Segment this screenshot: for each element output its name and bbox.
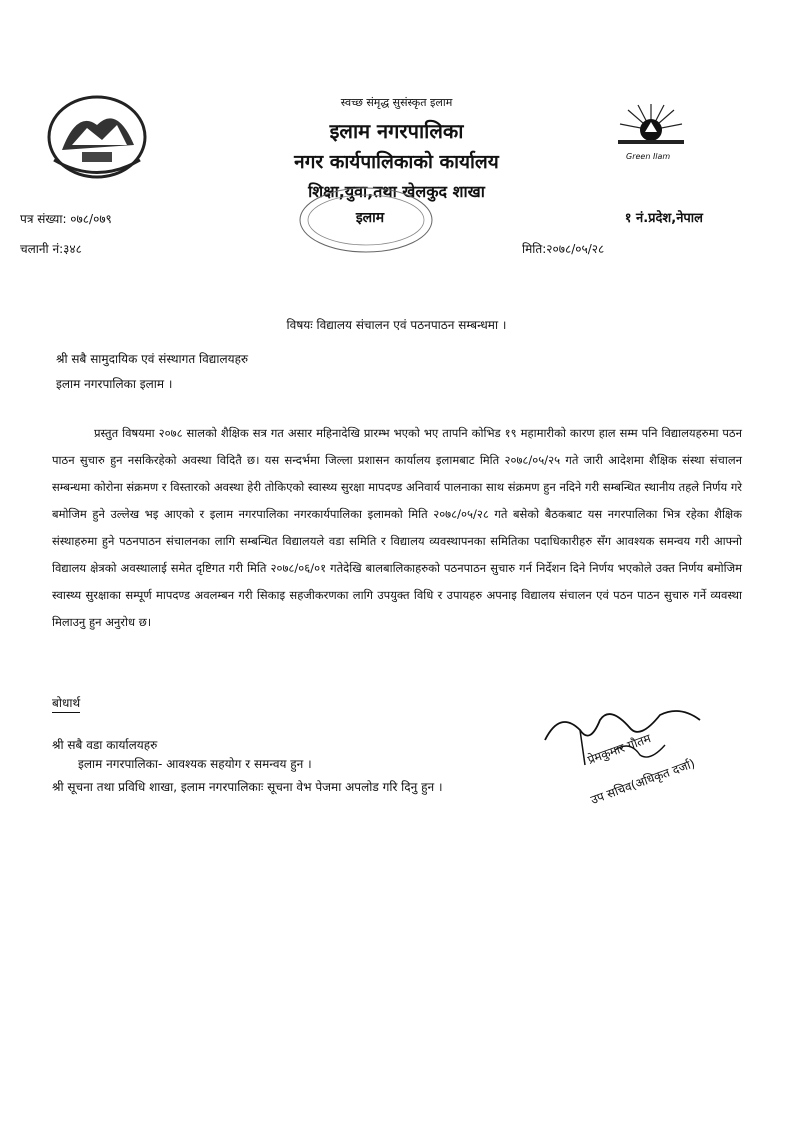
letter-body: प्रस्तुत विषयमा २०७८ सालको शैक्षिक सत्र गत असार महिनादेखि प्रारम्भ भएको भए तापनि कोभिड १९ महामारीको कारण हाल सम्म पनि विद्यालयहरुमा पठन पाठन सुचारु हुन नसकिरहेको अवस्था विदितै छ। यस सन्दर्भमा जिल्ला प्रशासन कार्यालय इलामबाट मिति २०७८/०५/२५ गते जारी आदेशमा शैक्षिक संस्था संचालन सम्बन्धमा कोरोना संक्रमण र विस्तारको अवस्था हेरी तोकिएको स्वास्थ्य सुरक्षा मापदण्ड अनिवार्य पालनाका साथ संक्रमण हुन नदिने गरी सम्बन्धित स्थानीय तहले निर्णय गरे बमोजिम हुने उल्लेख भइ आएको र इलाम नगरपालिका नगरकार्यपालिका इलामको मिति २०७८/०५/२८ गते बसेको बैठकबाट यस नगरपालिका भित्र रहेका शैक्षिक संस्थाहरुमा हुने पठनपाठन संचालनका लागि सम्बन्धित विद्यालयले वडा समिति र विद्यालय व्यवस्थापनका समितिका पदाधिकारीहरु सँग आवश्यक समन्वय गरी आफ्नो विद्यालय क्षेत्रको अवस्थालाई समेत दृष्टिगत गरी मिति २०७८/०६/०१ गतेदेखि बालबालिकाहरुको पठनपाठन सुचारु गर्न निर्देशन दिने निर्णय भएकोले उक्त निर्णय बमोजिम स्वास्थ्य सुरक्षाका सम्पूर्ण मापदण्ड अवलम्बन गरी सिकाइ सहजीकरणका लागि उपयुक्त विधि र उपायहरु अपनाइ विद्यालय संचालन एवं पठन पाठन सुचारु गर्ने व्यवस्था मिलाउनु हुन अनुरोध छ।: [52, 426, 742, 629]
signatory-title: उप सचिव(अधिकृत दर्जा): [588, 756, 697, 808]
office-name: नगर कार्यपालिकाको कार्यालय: [294, 151, 499, 173]
green-logo-label: Green Ilam: [626, 152, 671, 161]
branch-name: शिक्षा,युवा,तथा खेलकुद शाखा: [308, 182, 485, 201]
address: १ नं.प्रदेश,नेपाल: [624, 211, 703, 226]
recipient-line-1: श्री सबै सामुदायिक एवं संस्थागत विद्यालयहरु: [56, 352, 249, 366]
cc-line-3: श्री सूचना तथा प्रविधि शाखा, इलाम नगरपालिकाः सूचना वेभ पेजमा अपलोड गरि दिनु हुन ।: [52, 780, 443, 794]
cc-line-1: श्री सबै वडा कार्यालयहरु: [52, 738, 158, 752]
cc-line-2: इलाम नगरपालिका- आवश्यक सहयोग र समन्वय हुन ।: [78, 757, 312, 771]
cc-heading: बोधार्थ: [52, 694, 80, 713]
reference-number: पत्र संख्या: ०७८/०७९: [20, 212, 112, 226]
office-stamp: [296, 185, 436, 255]
place-name: इलाम: [355, 210, 385, 226]
dispatch-number: चलानी नं:३४८: [20, 242, 82, 256]
recipient-line-2: इलाम नगरपालिका इलाम ।: [56, 377, 173, 391]
signatory-name: प्रेमकुमार गौतम: [585, 731, 653, 768]
motto: स्वच्छ संमृद्ध सुसंस्कृत इलाम: [340, 96, 453, 109]
letter-date: मिति:२०७८/०५/२८: [522, 242, 605, 256]
municipality-name: इलाम नगरपालिका: [329, 119, 464, 143]
subject-line: विषयः विद्यालय संचालन एवं पठनपाठन सम्बन्धमा ।: [286, 318, 507, 332]
